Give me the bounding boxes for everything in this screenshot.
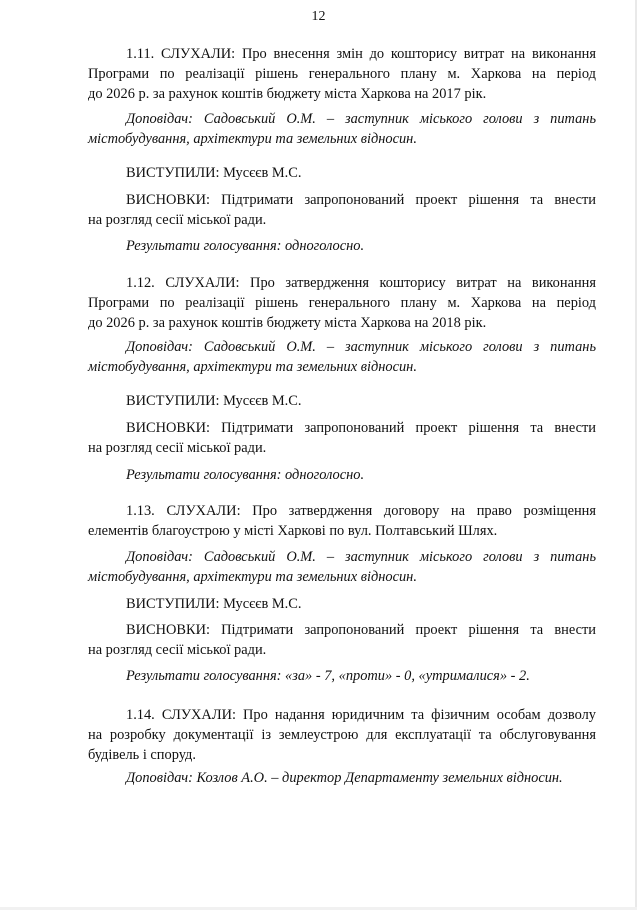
item-1-12-speaker <box>88 337 596 377</box>
text-line: 1.13. СЛУХАЛИ: Про затвердження договору на право розміщення <box>126 503 596 519</box>
text-line: елементів благоустрою у місті Харкові по вул. Полтавський Шлях. <box>88 523 498 539</box>
item-1-13-speaker <box>88 547 596 587</box>
item-1-11-spoke <box>88 163 596 183</box>
text-line: ВИСТУПИЛИ: Мусєєв М.С. <box>126 165 302 181</box>
text-line: на розгляд сесії міської ради. <box>88 440 267 456</box>
item-1-13-spoke <box>88 594 596 614</box>
text-line: Доповідач: Козлов А.О. – директор Департаменту земельних відносин. <box>126 770 563 786</box>
item-1-13-conclusions <box>88 620 596 660</box>
item-1-11-heard <box>88 44 596 104</box>
text-line: ВИСНОВКИ: Підтримати запропонований проект рішення та внести <box>126 420 596 436</box>
text-line: Результати голосування: одноголосно. <box>126 238 365 254</box>
text-line: 1.11. СЛУХАЛИ: Про внесення змін до кошторису витрат на виконання <box>126 46 596 62</box>
text-line: 1.14. СЛУХАЛИ: Про надання юридичним та фізичним особам дозволу <box>126 707 596 723</box>
item-1-12-conclusions <box>88 418 596 458</box>
item-1-14-speaker <box>88 768 596 788</box>
item-1-11-speaker <box>88 109 596 149</box>
text-line: на розгляд сесії міської ради. <box>88 642 267 658</box>
text-line: на розробку документації із землеустрою для експлуатації та обслуговування <box>88 727 596 743</box>
text-line: Результати голосування: «за» - 7, «проти» - 0, «утрималися» - 2. <box>126 668 530 684</box>
item-1-13-vote <box>88 666 596 686</box>
text-line: будівель і споруд. <box>88 747 196 763</box>
text-line: Програми по реалізації рішень генерального плану м. Харкова на період <box>88 295 596 311</box>
item-1-13-heard <box>88 501 596 541</box>
text-line: містобудування, архітектури та земельних відносин. <box>88 569 417 585</box>
text-line: до 2026 р. за рахунок коштів бюджету міста Харкова на 2017 рік. <box>88 86 487 102</box>
text-line: Доповідач: Садовський О.М. – заступник міського голови з питань <box>126 111 596 127</box>
item-1-11-vote <box>88 236 596 256</box>
text-line: містобудування, архітектури та земельних відносин. <box>88 131 417 147</box>
text-line: ВИСНОВКИ: Підтримати запропонований проект рішення та внести <box>126 622 596 638</box>
text-line: містобудування, архітектури та земельних відносин. <box>88 359 417 375</box>
text-line: Доповідач: Садовський О.М. – заступник міського голови з питань <box>126 549 596 565</box>
item-1-14-heard <box>88 705 596 765</box>
text-line: Програми по реалізації рішень генерального плану м. Харкова на період <box>88 66 596 82</box>
item-1-12-spoke <box>88 391 596 411</box>
text-line: Доповідач: Садовський О.М. – заступник міського голови з питань <box>126 339 596 355</box>
item-1-11-conclusions <box>88 190 596 230</box>
text-line: на розгляд сесії міської ради. <box>88 212 267 228</box>
item-1-12-heard <box>88 273 596 333</box>
text-line: Результати голосування: одноголосно. <box>126 467 365 483</box>
item-1-12-vote <box>88 465 596 485</box>
text-line: ВИСНОВКИ: Підтримати запропонований проект рішення та внести <box>126 192 596 208</box>
text-line: 1.12. СЛУХАЛИ: Про затвердження кошторису витрат на виконання <box>126 275 596 291</box>
page-number: 12 <box>311 9 326 24</box>
text-line: ВИСТУПИЛИ: Мусєєв М.С. <box>126 596 302 612</box>
text-line: ВИСТУПИЛИ: Мусєєв М.С. <box>126 393 302 409</box>
text-line: до 2026 р. за рахунок коштів бюджету міста Харкова на 2018 рік. <box>88 315 487 331</box>
